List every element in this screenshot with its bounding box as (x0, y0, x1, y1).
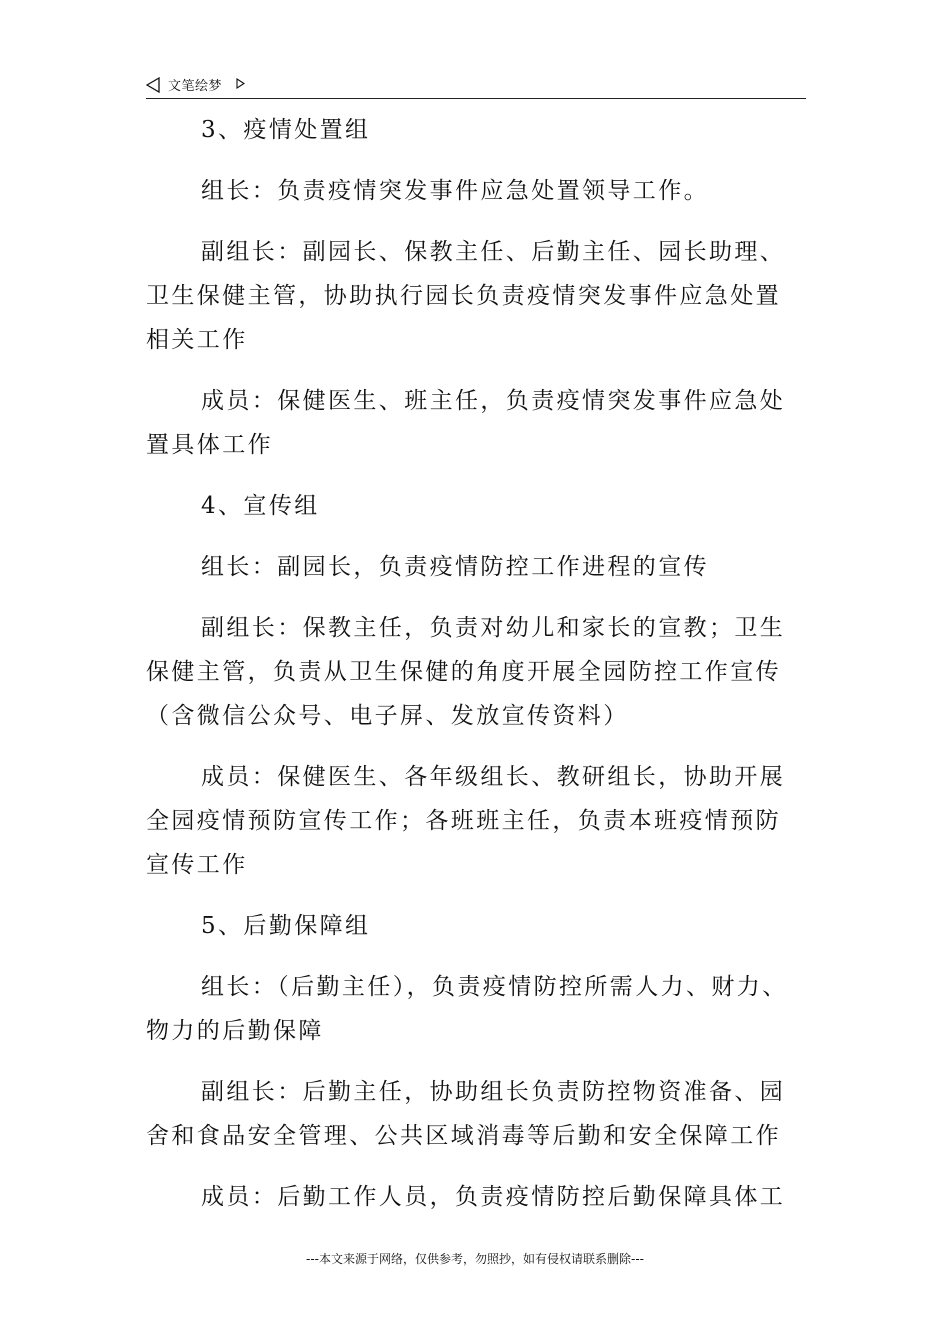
paragraph: 成员：保健医生、各年级组长、教研组长，协助开展全园疫情预防宣传工作；各班班主任，负责本班疫情预防宣传工作 (146, 764, 786, 878)
paragraph: 组长：副园长，负责疫情防控工作进程的宣传 (201, 554, 709, 580)
section-heading-publicity: 4、宣传组 (201, 493, 320, 519)
paragraph: 成员：后勤工作人员，负责疫情防控后勤保障具体工 (201, 1184, 786, 1210)
paragraph: 组长：负责疫情突发事件应急处置领导工作。 (201, 178, 709, 204)
page-header (146, 74, 806, 99)
section-heading-disposal: 3、疫情处置组 (201, 117, 371, 143)
page-footer: ---本文来源于网络，仅供参考，勿照抄，如有侵权请联系删除--- (306, 1252, 644, 1266)
section-heading-logistics: 5、后勤保障组 (201, 913, 371, 939)
paragraph: 成员：保健医生、班主任，负责疫情突发事件应急处置具体工作 (146, 388, 786, 458)
paragraph: 组长：（后勤主任），负责疫情防控所需人力、财力、物力的后勤保障 (146, 974, 788, 1044)
document-body (146, 108, 806, 1236)
header-brand: 文笔绘梦 (168, 79, 223, 94)
paragraph: 副组长：副园长、保教主任、后勤主任、园长助理、卫生保健主管，协助执行园长负责疫情突发事件应急处置相关工作 (146, 239, 786, 353)
paragraph: 副组长：后勤主任，协助组长负责防控物资准备、园舍和食品安全管理、公共区域消毒等后勤和安全保障工作 (146, 1079, 786, 1149)
triangle-right-icon (236, 78, 245, 89)
triangle-left-icon (146, 77, 160, 93)
paragraph: 副组长：保教主任，负责对幼儿和家长的宣教；卫生保健主管，负责从卫生保健的角度开展全园防控工作宣传（含微信公众号、电子屏、发放宣传资料） (146, 615, 786, 729)
